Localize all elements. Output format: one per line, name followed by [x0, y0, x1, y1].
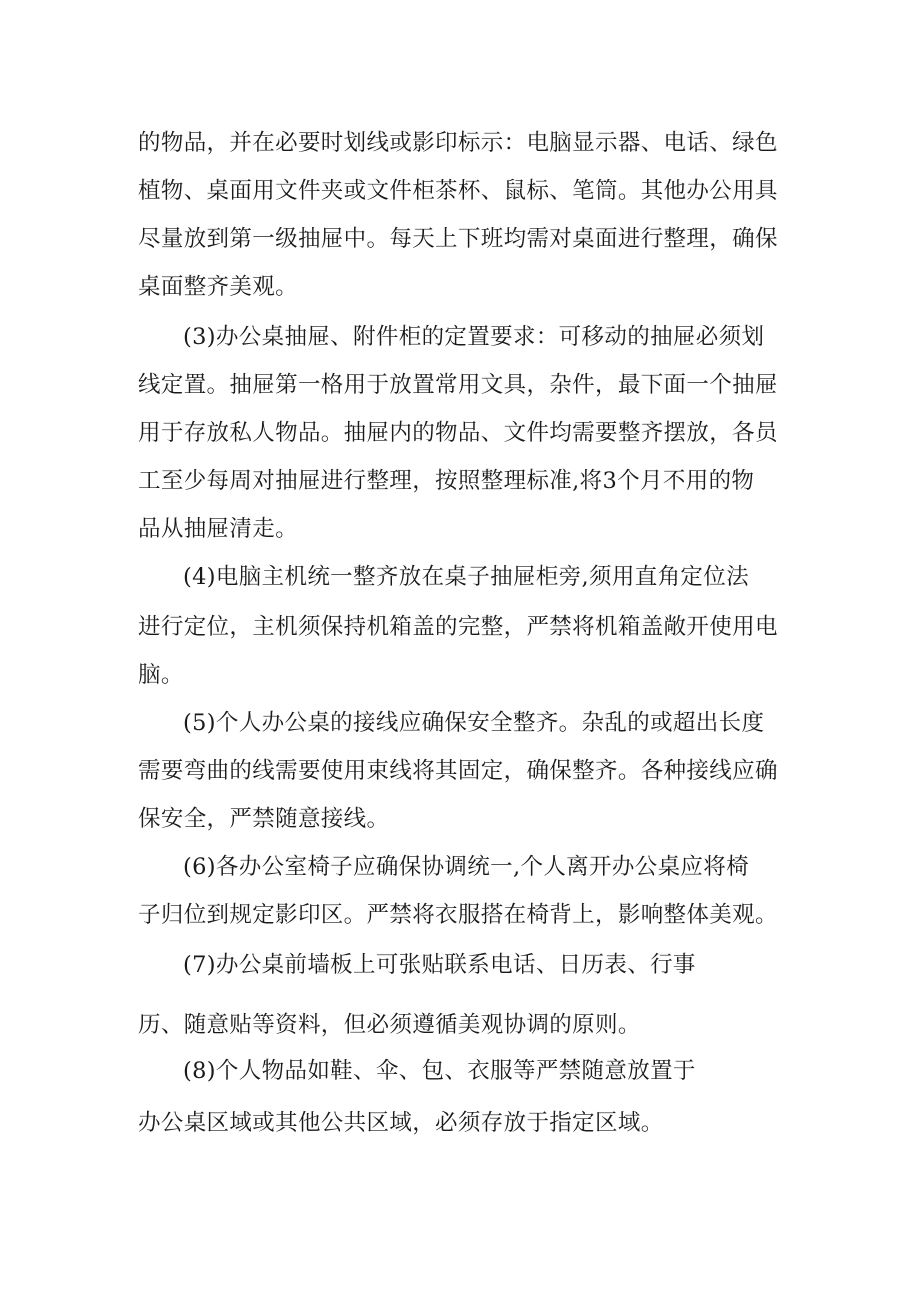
- paragraph-8-heading-line: (8)个人物品如鞋、伞、包、衣服等严禁随意放置于: [183, 1058, 696, 1084]
- paragraph-7-heading-line: (7)办公桌前墙板上可张贴联系电话、日历表、行事: [183, 952, 696, 978]
- text-line: 品从抽屉清走。: [138, 516, 298, 542]
- text-line: 保安全，严禁随意接线。: [138, 806, 390, 832]
- text-line: 办公桌区域或其他公共区域，必须存放于指定区域。: [138, 1110, 664, 1136]
- text-line: 桌面整齐美观。: [138, 274, 298, 300]
- paragraph-3-heading-line: (3)办公桌抽屉、附件柜的定置要求：可移动的抽屉必须划: [183, 324, 765, 350]
- text-line: 历、随意贴等资料，但必须遵循美观协调的原则。: [138, 1012, 641, 1038]
- paragraph-5-heading-line: (5)个人办公桌的接线应确保安全整齐。杂乱的或超出长度: [183, 710, 765, 736]
- text-line: 进行定位，主机须保持机箱盖的完整，严禁将机箱盖敞开使用电: [138, 614, 778, 640]
- text-line: 植物、桌面用文件夹或文件柜茶杯、鼠标、笔筒。其他办公用具: [138, 178, 778, 204]
- text-line: 需要弯曲的线需要使用束线将其固定，确保整齐。各种接线应确: [138, 758, 778, 784]
- paragraph-4-heading-line: (4)电脑主机统一整齐放在桌子抽屉柜旁,须用直角定位法: [183, 564, 749, 590]
- text-line: 脑。: [138, 662, 184, 688]
- text-line: 工至少每周对抽屉进行整理，按照整理标准,将3个月不用的物: [138, 468, 755, 494]
- text-line: 线定置。抽屉第一格用于放置常用文具，杂件，最下面一个抽屉: [138, 372, 778, 398]
- text-line: 尽量放到第一级抽屉中。每天上下班均需对桌面进行整理，确保: [138, 226, 778, 252]
- paragraph-6-heading-line: (6)各办公室椅子应确保协调统一,个人离开办公桌应将椅: [183, 854, 749, 880]
- text-line: 子归位到规定影印区。严禁将衣服搭在椅背上，影响整体美观。: [138, 902, 778, 928]
- text-line: 用于存放私人物品。抽屉内的物品、文件均需要整齐摆放，各员: [138, 420, 778, 446]
- text-line: 的物品，并在必要时划线或影印标示：电脑显示器、电话、绿色: [138, 130, 778, 156]
